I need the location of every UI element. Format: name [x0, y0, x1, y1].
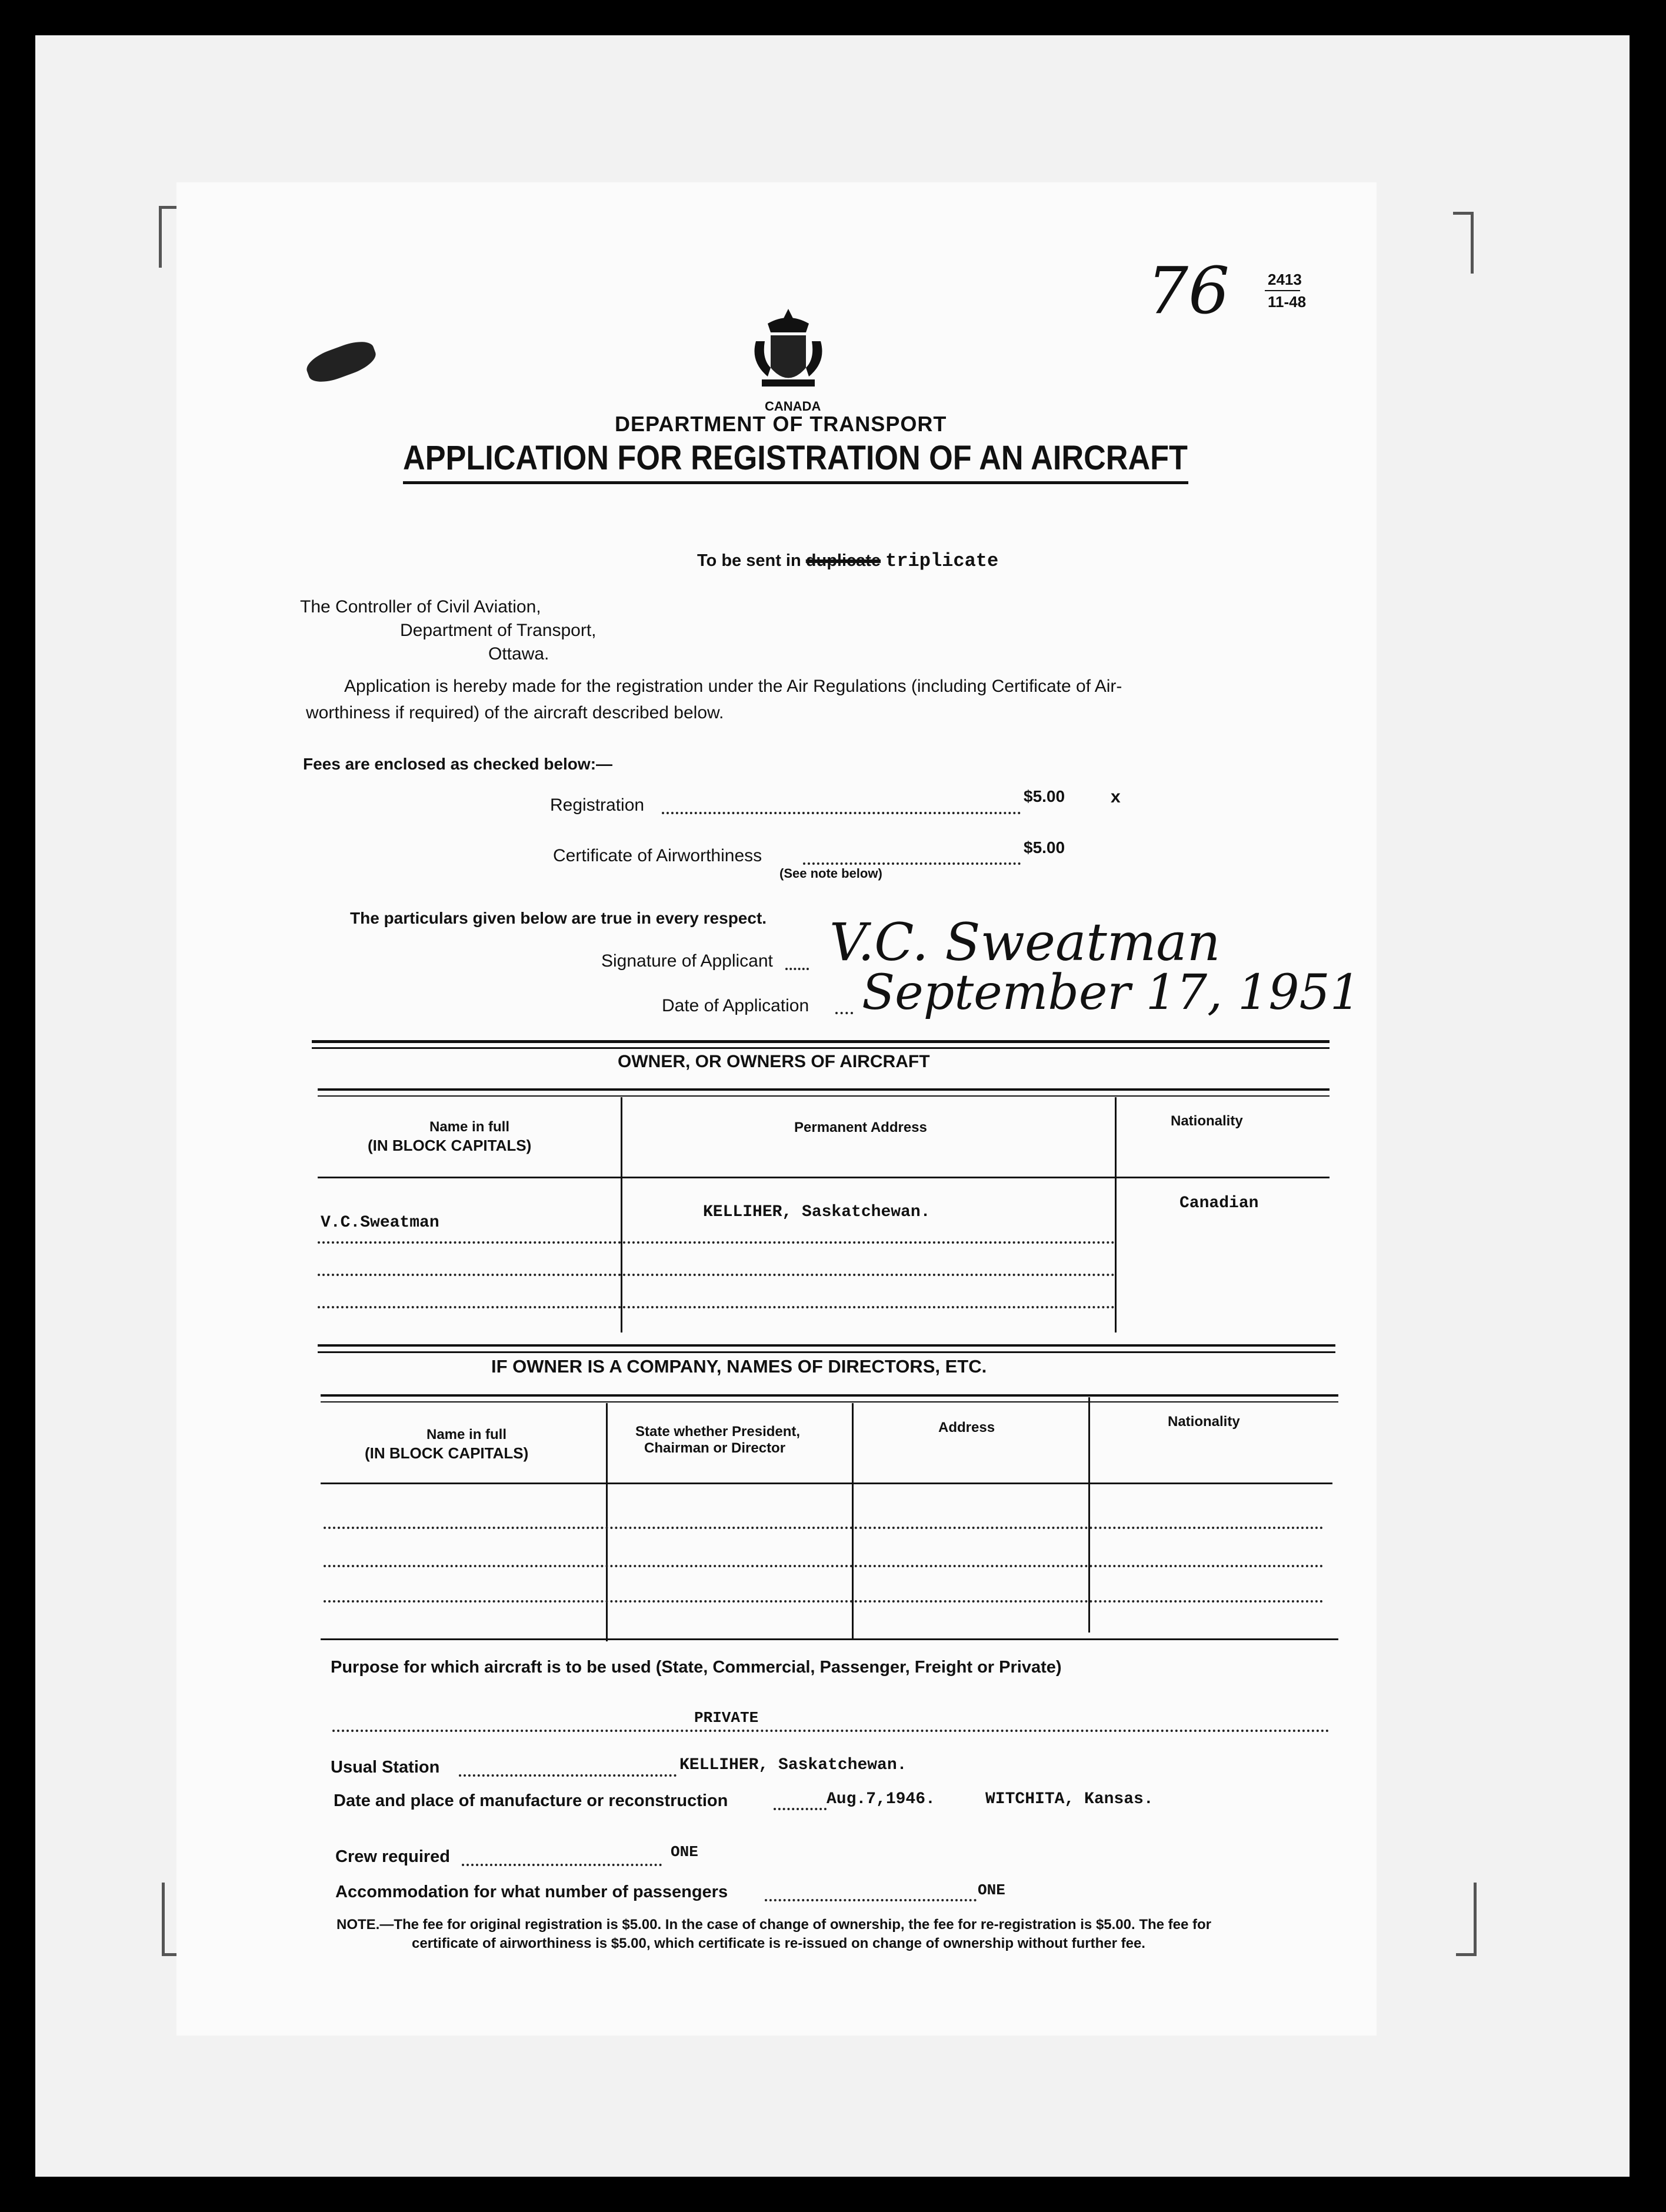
owners-col-nationality: Nationality [1171, 1113, 1243, 1129]
form-code: 2413 [1268, 271, 1302, 288]
note-text-line2: certificate of airworthiness is $5.00, which certificate is re-issued on change of ownership without further fee. [412, 1936, 1145, 1951]
owners-row-line [318, 1241, 1115, 1244]
owners-col-name-sub: (IN BLOCK CAPITALS) [368, 1137, 532, 1154]
manufacture-date: Aug.7,1946. [827, 1790, 935, 1808]
corner-bracket [1456, 1883, 1477, 1956]
owners-top-rule-2 [312, 1047, 1330, 1049]
directors-col-nationality: Nationality [1168, 1414, 1240, 1430]
declaration-text: The particulars given below are true in every respect. [350, 909, 767, 927]
directors-col-role-sub: Chairman or Director [644, 1440, 786, 1456]
directors-heading: IF OWNER IS A COMPANY, NAMES OF DIRECTORS, ETC. [491, 1356, 987, 1377]
owners-row-line [318, 1274, 1115, 1276]
usual-station-label: Usual Station [331, 1758, 440, 1777]
directors-col-name-sub: (IN BLOCK CAPITALS) [365, 1444, 529, 1462]
date-leader [835, 1012, 853, 1014]
accommodation-value: ONE [978, 1881, 1005, 1899]
manufacture-label: Date and place of manufacture or reconstruction [334, 1791, 728, 1810]
purpose-value: PRIVATE [694, 1709, 759, 1727]
owners-col-name: Name in full [429, 1119, 510, 1135]
department-heading: DEPARTMENT OF TRANSPORT [615, 412, 947, 436]
owners-bottom-rule-2 [318, 1351, 1335, 1353]
form-revision: 11-48 [1268, 293, 1307, 311]
note-text-line1: The fee for original registration is $5.00. In the case of change of ownership, the fee for re-registration is $5.00. The fee for [394, 1917, 1212, 1933]
directors-col-name: Name in full [427, 1427, 507, 1443]
usual-station-leader [459, 1774, 677, 1777]
purpose-line [332, 1730, 1330, 1732]
instruction-value: triplicate [885, 550, 999, 572]
airworthiness-fee-amount: $5.00 [1024, 838, 1065, 857]
directors-row-line [324, 1527, 1324, 1529]
accommodation-label: Accommodation for what number of passengers [335, 1883, 728, 1901]
owners-col-divider [1115, 1097, 1117, 1332]
directors-col-role: State whether President, [635, 1424, 801, 1440]
signature-leader [785, 968, 809, 970]
owner-name: V.C.Sweatman [321, 1214, 439, 1232]
application-text-line1: Application is hereby made for the registration under the Air Regulations (including Certificate of Air- [344, 677, 1122, 696]
owner-address: KELLIHER, Saskatchewan. [703, 1203, 931, 1221]
crew-value: ONE [671, 1843, 698, 1861]
crew-leader [462, 1864, 662, 1866]
triplicate-instruction [697, 550, 998, 572]
directors-head-rule [321, 1394, 1338, 1397]
crew-label: Crew required [335, 1847, 450, 1866]
owners-bottom-rule [318, 1344, 1335, 1347]
airworthiness-fee-label: Certificate of Airworthiness [553, 846, 762, 865]
directors-col-address: Address [938, 1420, 995, 1435]
registration-fee-amount: $5.00 [1024, 787, 1065, 805]
usual-station-value: KELLIHER, Saskatchewan. [679, 1756, 907, 1774]
note-label: NOTE.— [336, 1917, 394, 1933]
form-title: APPLICATION FOR REGISTRATION OF AN AIRCRAFT [403, 439, 1188, 477]
instruction-struck: duplicate [805, 551, 881, 570]
registration-fee-checkmark: x [1111, 787, 1121, 807]
addressee-line1: The Controller of Civil Aviation, [300, 597, 541, 617]
directors-row-line [324, 1565, 1324, 1567]
airworthiness-note: (See note below) [779, 866, 882, 881]
instruction-prefix: To be sent in [697, 551, 801, 570]
directors-col-divider [852, 1403, 854, 1638]
date-label: Date of Application [662, 996, 809, 1015]
owners-col-divider [621, 1097, 622, 1332]
directors-row-line [324, 1600, 1324, 1603]
page-number: 76 [1147, 253, 1229, 328]
owners-top-rule [312, 1040, 1330, 1043]
fees-heading: Fees are enclosed as checked below:— [303, 755, 613, 773]
accommodation-leader [765, 1899, 977, 1901]
purpose-label: Purpose for which aircraft is to be used (State, Commercial, Passenger, Freight or Private) [331, 1658, 1062, 1677]
applicant-signature: V.C. Sweatman [829, 912, 1221, 972]
directors-col-divider [1088, 1397, 1090, 1633]
owners-heading: OWNER, OR OWNERS OF AIRCRAFT [618, 1052, 930, 1071]
addressee-line2: Department of Transport, [400, 621, 597, 640]
airworthiness-leader [803, 862, 1021, 865]
owner-nationality: Canadian [1179, 1194, 1259, 1212]
fee-note [336, 1917, 1211, 1933]
directors-col-divider [606, 1403, 608, 1641]
form-code-divider [1265, 290, 1300, 291]
directors-bottom-rule [321, 1638, 1338, 1640]
registration-fee-label: Registration [550, 795, 645, 815]
title-underline [403, 481, 1188, 484]
owners-row-line [318, 1306, 1115, 1308]
corner-bracket [1453, 212, 1474, 274]
application-date: September 17, 1951 [862, 965, 1361, 1021]
coat-of-arms-crest [744, 306, 832, 394]
directors-subhead-rule [321, 1483, 1332, 1484]
owners-col-address: Permanent Address [794, 1120, 927, 1135]
manufacture-place: WITCHITA, Kansas. [985, 1790, 1154, 1808]
manufacture-leader [774, 1808, 827, 1810]
signature-label: Signature of Applicant [601, 951, 773, 971]
owners-head-rule [318, 1088, 1330, 1091]
application-text-line2: worthiness if required) of the aircraft described below. [306, 703, 724, 722]
addressee-line3: Ottawa. [488, 644, 549, 664]
registration-leader [662, 812, 1021, 814]
owners-subhead-rule [318, 1177, 1330, 1178]
owners-head-rule-2 [318, 1095, 1330, 1097]
country-label: CANADA [765, 399, 821, 414]
directors-head-rule-2 [321, 1401, 1338, 1403]
